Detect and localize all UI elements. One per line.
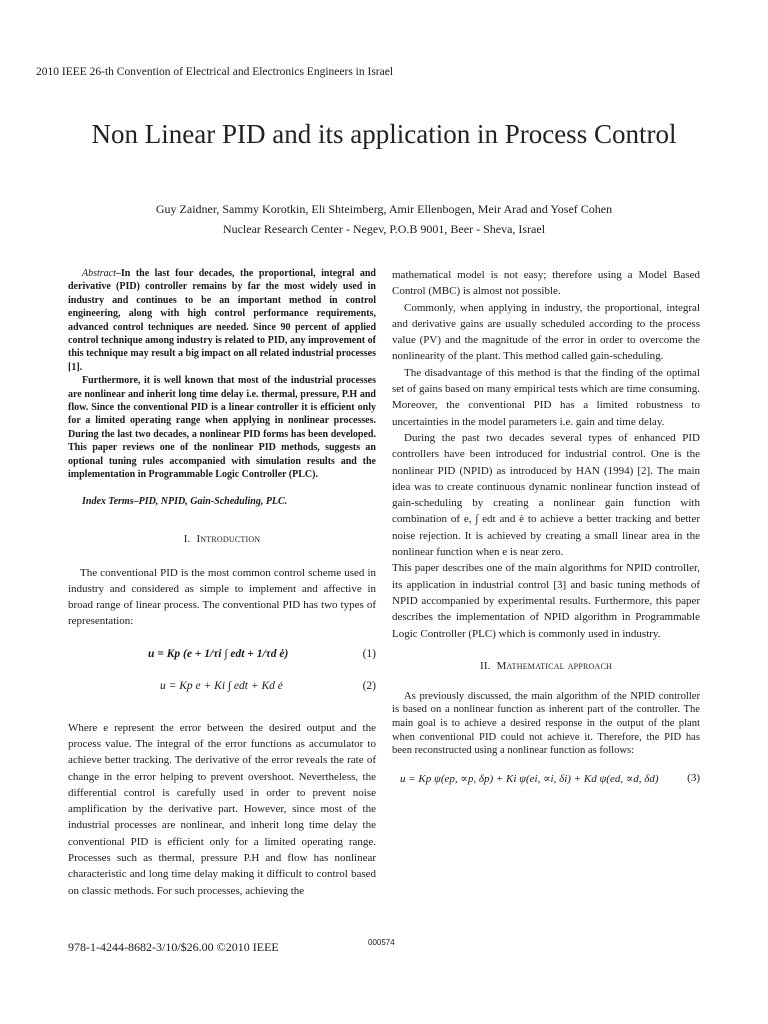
mathematical-approach-body: [392, 690, 700, 758]
section-heading-introduction: [68, 533, 376, 545]
body-paragraph: The disadvantage of this method is that the finding of the optimal set of gains based on many empirical tests which are time consuming. Moreover, the conventional PID has a limited robustness to uncertainties in the model parameters i.e. gain and time delay.: [392, 366, 700, 428]
body-paragraph: Where e represent the error between the desired output and the process value. The integral of the error functions as accumulator to achieve better tracking. The derivative of the error reveals the rate of change in the error helping to prevent overshoot. Nevertheless, the differential control is carefully used in order to prevent noise amplification by the derivative part. However, since most of the industrial processes are nonlinear, and inherit long time delay the conventional PID is efficient only for a limited operating range. Processes such as thermal, pressure P.H and flow has nonlinear characteristic and long time delay making it difficult to control based on classic methods. For such processes, achieving the: [68, 721, 376, 897]
abstract: [68, 267, 376, 482]
body-paragraph: This paper describes one of the main algorithms for NPID controller, its application in industrial control [3] and basic tuning methods of NPID accompanied by experimental results. Furthermore, this paper describes the implementation of NPID algorithm in Programmable Logic Controller (PLC) which is commonly used in industry.: [392, 562, 700, 640]
right-column: [392, 267, 700, 796]
equation-number: (3): [687, 771, 700, 784]
section-number: II.: [479, 659, 491, 672]
paper-title: Non Linear PID and its application in Process Control: [91, 119, 677, 149]
equation-3: [392, 768, 700, 796]
equation-2: [68, 674, 376, 706]
index-terms: Index Terms–PID, NPID, Gain-Scheduling, PLC.: [82, 495, 288, 507]
affiliation: Nuclear Research Center - Negev, P.O.B 9001, Beer - Sheva, Israel: [222, 222, 546, 236]
body-paragraph: mathematical model is not easy; therefore using a Model Based Control (MBC) is almost not possible.: [392, 269, 700, 298]
equation-number: (1): [362, 647, 376, 660]
equation-number: (2): [362, 679, 376, 692]
author-list: Guy Zaidner, Sammy Korotkin, Eli Shteimberg, Amir Ellenbogen, Meir Arad and Yosef Cohen: [155, 202, 613, 216]
section-title: Mathematical approach: [496, 659, 612, 672]
equation-1: [68, 642, 376, 674]
equation-formula: u = Kp (e + 1/τi ∫ edt + 1/τd ė): [148, 647, 289, 660]
abstract-paragraph-1: –In the last four decades, the proportional, integral and derivative (PID) controller remains by far the most widely used in industry and continues to be an important method in control engineering, along with high control performance requirements, advanced control techniques are needed. Since 90 percent of applied control technique among industry is related to PID, any improvement of this technique may result a big impact on all related industrial processes [1].: [68, 268, 376, 373]
section-heading-mathematical-approach: [392, 660, 700, 672]
body-paragraph: During the past two decades several types of enhanced PID controllers have been introduced for industrial control. One is the nonlinear PID (NPID) as introduced by HAN (1994) [2]. The main idea was to create continuous dynamic nonlinear function instead of gain-scheduling by creating a nonlinear gain function with combination of e, ∫ edt and ė to achieve a better tracking and better noise rejection. It is achieved by creating a small linear area in the nonlinear function when e is near zero.: [392, 431, 700, 559]
page-number: 000574: [368, 938, 395, 947]
body-paragraph: The conventional PID is the most common control scheme used in industry and considered as simple to implement and affective in broad range of linear process. The conventional PID has two types of representation:: [68, 566, 376, 628]
introduction-body-continued: [68, 720, 376, 899]
right-column-body: [392, 267, 700, 642]
equation-formula: u = Kp ψ(ep, ∝p, δp) + Ki ψ(ei, ∝i, δi) + Kd ψ(ed, ∝d, δd): [400, 772, 659, 785]
introduction-body: [68, 565, 376, 630]
body-paragraph: As previously discussed, the main algorithm of the NPID controller is based on a nonlinear function as inherent part of the controller. The main goal is to achieve a desired response in the output of the plant when conventional PID could not achieve it. Therefore, the PID has been reconstructed using a nonlinear function as follows:: [392, 690, 700, 757]
left-column: [68, 267, 376, 899]
section-number: I.: [183, 532, 191, 545]
section-title: Introduction: [196, 532, 261, 545]
abstract-label: Abstract: [82, 268, 116, 279]
body-paragraph: Commonly, when applying in industry, the proportional, integral and derivative gains are usually scheduled according to the process value (PV) and the magnitude of the error in order to overcome the nonlinearity of the plant. This method called gain-scheduling.: [392, 301, 700, 363]
abstract-paragraph-2: Furthermore, it is well known that most of the industrial processes are nonlinear and inherit long time delay i.e. thermal, pressure, P.H and flow. Since the conventional PID is a linear controller it is efficient only for a limited operating range when applying in nonlinear processes. During the last two decades, a nonlinear PID forms has been developed. This paper reviews one of the nonlinear PID methods, suggests an optional tuning rules accompanied with simulation results and the implementation in Programmable Logic Controller (PLC).: [68, 375, 376, 481]
conference-header: 2010 IEEE 26-th Convention of Electrical and Electronics Engineers in Israel: [36, 66, 394, 78]
isbn-footer: 978-1-4244-8682-3/10/$26.00 ©2010 IEEE: [68, 940, 279, 954]
equation-formula: u = Kp e + Ki ∫ edt + Kd ė: [160, 679, 283, 692]
